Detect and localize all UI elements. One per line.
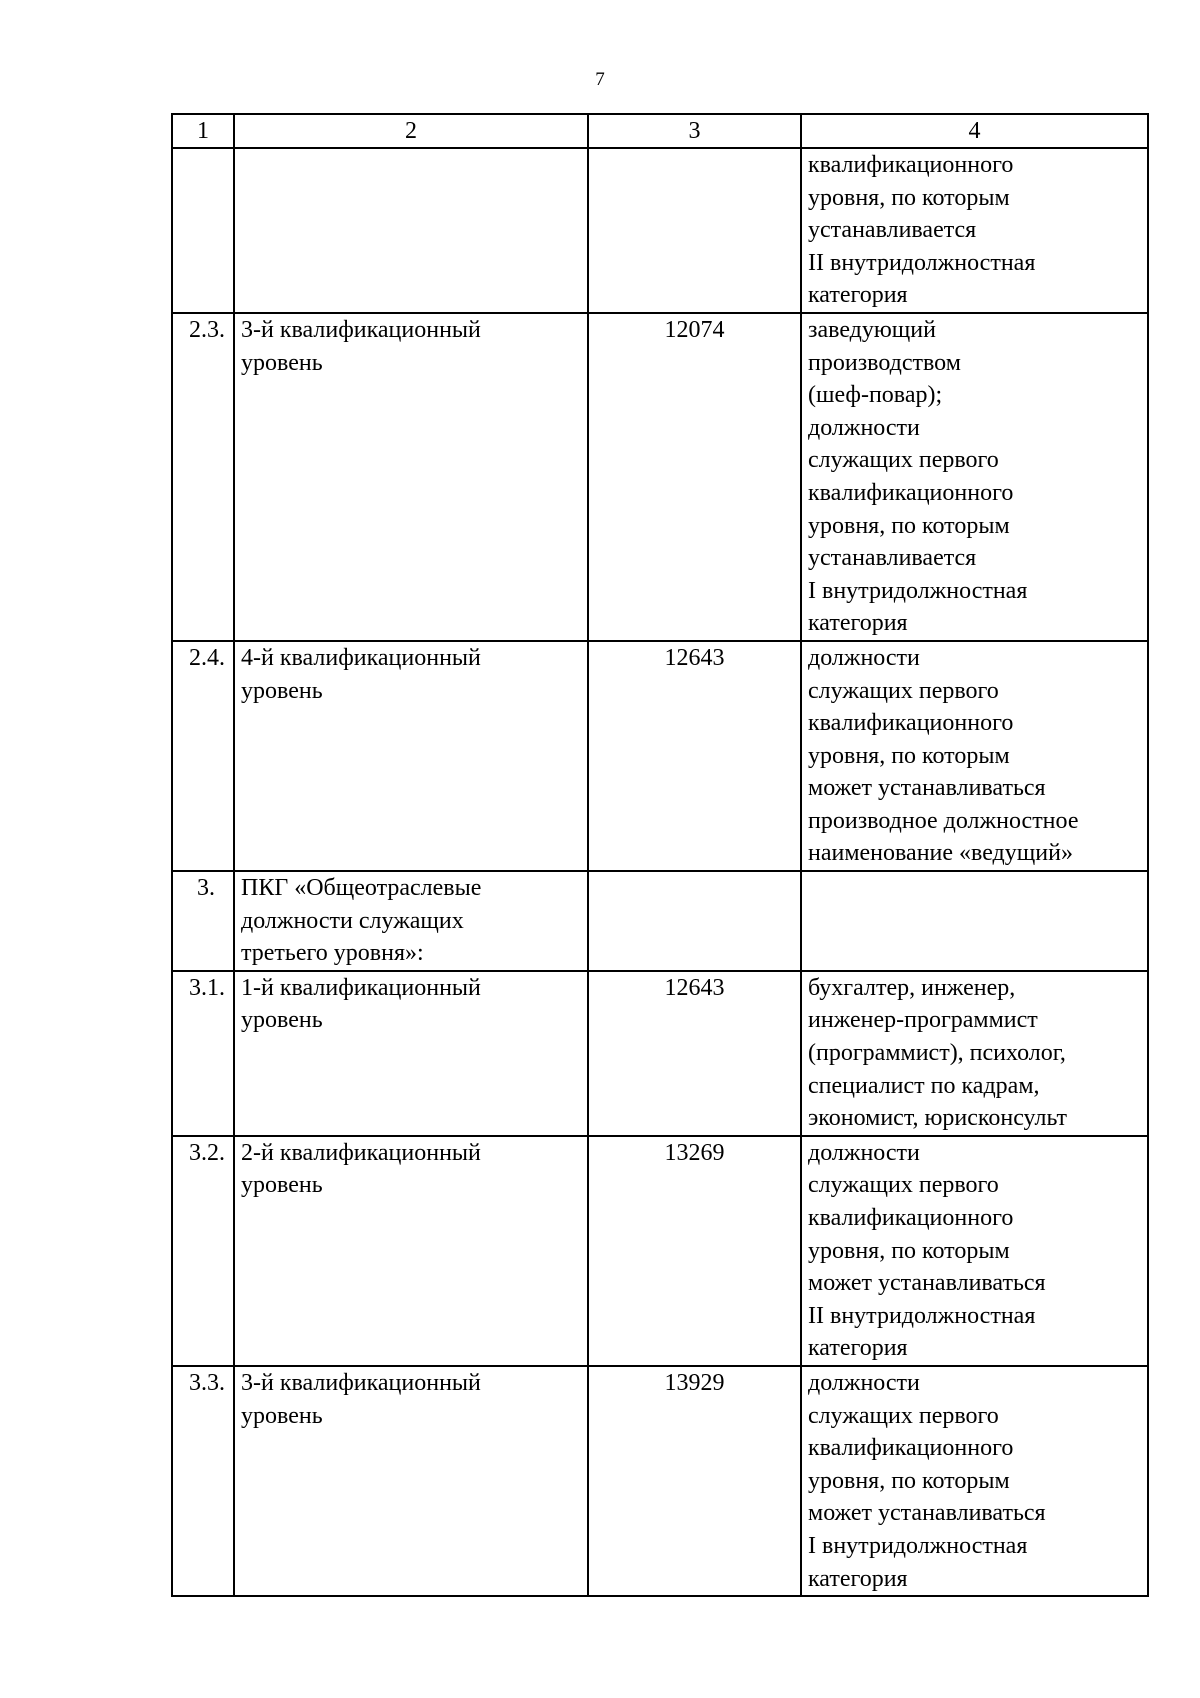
column-header: 4 xyxy=(801,114,1148,148)
positions-line: служащих первого xyxy=(808,447,999,474)
positions-line: бухгалтер, инженер, xyxy=(808,974,1016,1001)
positions-line: может устанавливаться xyxy=(808,1500,1046,1527)
positions-line: устанавливается xyxy=(808,217,977,244)
positions-line: квалификационного xyxy=(808,152,1014,178)
positions-cell xyxy=(801,313,1148,641)
positions-line: квалификационного xyxy=(808,1205,1014,1231)
positions-line: I внутридолжностная xyxy=(808,1532,1028,1559)
qualification-level-cell xyxy=(234,1366,588,1596)
row-number-cell: 3.2. xyxy=(172,1136,234,1366)
qualification-level-cell xyxy=(234,1136,588,1366)
qualification-level-cell xyxy=(234,971,588,1136)
positions-line: категория xyxy=(808,1335,908,1362)
table-row xyxy=(172,1366,1148,1596)
positions-cell xyxy=(801,971,1148,1136)
row-number-cell: 3.3. xyxy=(172,1366,234,1596)
qualification-level-line: 3-й квалификационный xyxy=(241,1369,481,1396)
positions-line: квалификационного xyxy=(808,1435,1014,1462)
positions-line: (программист), психолог, xyxy=(808,1040,1066,1067)
page-number: 7 xyxy=(595,69,605,90)
positions-line: уровня, по которым xyxy=(808,1237,1010,1264)
positions-line: может устанавливаться xyxy=(808,775,1046,802)
salary-cell xyxy=(588,871,801,971)
positions-line: категория xyxy=(808,1565,908,1592)
table-row xyxy=(172,313,1148,641)
positions-line: II внутридолжностная xyxy=(808,1302,1036,1329)
salary-cell xyxy=(588,148,801,313)
qualification-table xyxy=(171,113,1149,1597)
table-row xyxy=(172,971,1148,1136)
positions-line: заведующий xyxy=(808,316,936,343)
qualification-level-line: ПКГ «Общеотраслевые xyxy=(241,875,482,902)
column-header: 2 xyxy=(234,114,588,148)
positions-line: уровня, по которым xyxy=(808,742,1010,769)
salary-cell: 12643 xyxy=(588,641,801,871)
qualification-level-line: 3-й квалификационный xyxy=(241,316,481,343)
positions-line: специалист по кадрам, xyxy=(808,1072,1040,1099)
qualification-level-cell xyxy=(234,641,588,871)
positions-line: должности xyxy=(808,644,920,671)
positions-line: производное должностное xyxy=(808,807,1079,834)
qualification-level-line: уровень xyxy=(241,1172,323,1199)
positions-line: производством xyxy=(808,349,961,376)
table-row xyxy=(172,641,1148,871)
positions-line: уровня, по которым xyxy=(808,512,1010,539)
salary-cell: 12074 xyxy=(588,313,801,641)
row-number-cell xyxy=(172,148,234,313)
qualification-level-line: уровень xyxy=(241,1402,323,1429)
table-row xyxy=(172,1136,1148,1366)
qualification-level-line: 2-й квалификационный xyxy=(241,1139,481,1166)
positions-line: I внутридолжностная xyxy=(808,577,1028,604)
positions-line: квалификационного xyxy=(808,479,1014,506)
positions-line: уровня, по которым xyxy=(808,1467,1010,1494)
qualification-level-line: уровень xyxy=(241,677,323,704)
salary-cell: 13269 xyxy=(588,1136,801,1366)
positions-cell xyxy=(801,148,1148,313)
qualification-level-line: должности служащих xyxy=(241,907,464,934)
row-number-cell: 2.4. xyxy=(172,641,234,871)
positions-line: категория xyxy=(808,282,908,309)
positions-cell xyxy=(801,641,1148,871)
positions-line: должности xyxy=(808,414,920,441)
positions-line: может устанавливаться xyxy=(808,1270,1046,1297)
positions-line: наименование «ведущий» xyxy=(808,840,1073,867)
positions-line: устанавливается xyxy=(808,545,977,572)
qualification-level-line: 1-й квалификационный xyxy=(241,974,481,1001)
positions-line: квалификационного xyxy=(808,710,1014,737)
positions-cell xyxy=(801,1366,1148,1596)
positions-line: должности xyxy=(808,1139,920,1166)
positions-line: служащих первого xyxy=(808,1172,999,1199)
positions-line: должности xyxy=(808,1369,920,1396)
row-number-cell: 3.1. xyxy=(172,971,234,1136)
qualification-level-cell xyxy=(234,313,588,641)
positions-cell xyxy=(801,1136,1148,1366)
positions-line: уровня, по которым xyxy=(808,184,1010,211)
positions-cell xyxy=(801,871,1148,971)
qualification-level-cell xyxy=(234,871,588,971)
positions-line: II внутридолжностная xyxy=(808,249,1036,276)
salary-cell: 13929 xyxy=(588,1366,801,1596)
row-number-cell: 3. xyxy=(172,871,234,971)
qualification-level-line: 4-й квалификационный xyxy=(241,644,481,671)
positions-line: (шеф-повар); xyxy=(808,382,943,409)
positions-line: служащих первого xyxy=(808,677,999,704)
salary-cell: 12643 xyxy=(588,971,801,1136)
qualification-level-line: уровень xyxy=(241,1007,323,1034)
positions-line: экономист, юрисконсульт xyxy=(808,1105,1067,1132)
table-row xyxy=(172,148,1148,313)
qualification-level-line: третьего уровня»: xyxy=(241,940,424,967)
table-row xyxy=(172,871,1148,971)
qualification-level-cell xyxy=(234,148,588,313)
row-number-cell: 2.3. xyxy=(172,313,234,641)
table-header-row xyxy=(172,114,1148,148)
column-header: 3 xyxy=(588,114,801,148)
positions-line: служащих первого xyxy=(808,1402,999,1429)
column-header: 1 xyxy=(172,114,234,148)
qualification-level-line: уровень xyxy=(241,349,323,376)
positions-line: категория xyxy=(808,610,908,637)
positions-line: инженер-программист xyxy=(808,1007,1038,1034)
